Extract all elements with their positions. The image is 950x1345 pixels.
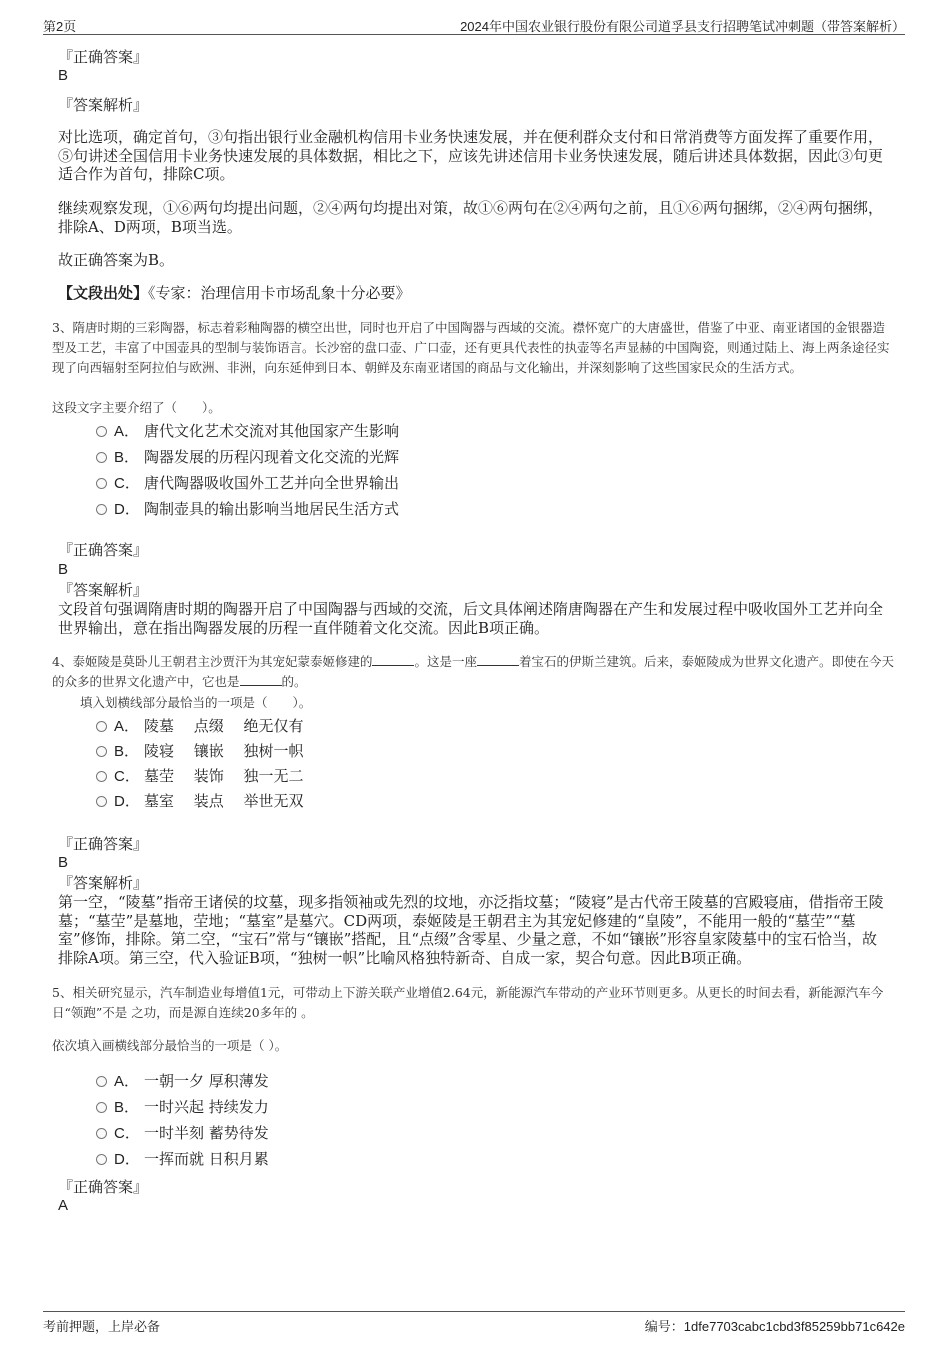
answer-label: 『正确答案』 xyxy=(58,835,149,853)
question-prompt: 这段文字主要介绍了（ ）。 xyxy=(52,400,221,415)
radio-icon[interactable] xyxy=(96,452,107,463)
option-b[interactable]: B． 一时兴起 持续发力 xyxy=(96,1098,269,1117)
analysis-label: 『答案解析』 xyxy=(58,96,149,114)
answer-label: 『正确答案』 xyxy=(58,541,149,559)
analysis-label: 『答案解析』 xyxy=(58,581,149,599)
answer-value: B xyxy=(58,67,69,84)
analysis-label: 『答案解析』 xyxy=(58,874,149,892)
option-a[interactable]: A． 一朝一夕 厚积薄发 xyxy=(96,1072,269,1091)
radio-icon[interactable] xyxy=(96,1076,107,1087)
radio-icon[interactable] xyxy=(96,771,107,782)
analysis-paragraph: 对比选项，确定首句，③句指出银行业金融机构信用卡业务快速发展，并在便利群众支付和日常消费等方面发挥了重要作用，⑤句讲述全国信用卡业务快速发展的具体数据，相比之下，应该先讲述信用卡业务快速发展，随后讲述具体数据，因此③句更适合作为首句，排除C项。 xyxy=(58,128,884,183)
option-d[interactable]: D． 墓室 装点 举世无双 xyxy=(96,792,304,811)
option-a[interactable]: A． 唐代文化艺术交流对其他国家产生影响 xyxy=(96,422,399,441)
analysis-paragraph: 第一空，“陵墓”指帝王诸侯的坟墓，现多指领袖或先烈的坟地，亦泛指坟墓；“陵寝”是古代帝王陵墓的宫殿寝庙，借指帝王陵墓；“墓茔”是墓地，茔地；“墓室”是墓穴。CD两项，泰姬陵是王朝君主为其宠妃修建的“皇陵”，不能用一般的“墓茔”“墓室”修饰，排除。第二空，“宝石”常与“镶嵌”搭配，且“点缀”含零星、少量之意，不如“镶嵌”形容皇家陵墓中的宝石恰当，故排除A项。第三空，代入验证B项，“独树一帜”比喻风格独特新奇、自成一家，契合句意。因此B项正确。 xyxy=(58,893,884,967)
radio-icon[interactable] xyxy=(96,1154,107,1165)
option-b[interactable]: B． 陶器发展的历程闪现着文化交流的光辉 xyxy=(96,448,399,467)
answer-label: 『正确答案』 xyxy=(58,1178,149,1196)
radio-icon[interactable] xyxy=(96,796,107,807)
question-stem: 4、泰姬陵是莫卧儿王朝君主沙贾汗为其宠妃蒙泰姬修建的 。这是一座 着宝石的伊斯兰建筑。后来，泰姬陵成为世界文化遗产。即使在今天的众多的世界文化遗产中，它也是 的。 xyxy=(52,654,894,689)
option-d[interactable]: D． 陶制壶具的输出影响当地居民生活方式 xyxy=(96,500,399,519)
radio-icon[interactable] xyxy=(96,1128,107,1139)
analysis-conclusion: 故正确答案为B。 xyxy=(58,251,175,269)
radio-icon[interactable] xyxy=(96,426,107,437)
option-c[interactable]: C． 一时半刻 蓄势待发 xyxy=(96,1124,269,1143)
analysis-paragraph: 继续观察发现，①⑥两句均提出问题，②④两句均提出对策，故①⑥两句在②④两句之前，且①⑥两句捆绑，②④两句捆绑，排除A、D两项，B项当选。 xyxy=(58,199,884,236)
radio-icon[interactable] xyxy=(96,478,107,489)
answer-value: B xyxy=(58,854,69,871)
question-prompt: 填入划横线部分最恰当的一项是（ ）。 xyxy=(80,695,312,710)
option-d[interactable]: D． 一挥而就 日积月累 xyxy=(96,1150,269,1169)
question-stem: 3、隋唐时期的三彩陶器，标志着彩釉陶器的横空出世，同时也开启了中国陶器与西域的交流。襟怀宽广的大唐盛世，借鉴了中亚、南亚诸国的金银器造型及工艺，丰富了中国壶具的型制与装饰语言。长沙窑的盘口壶、广口壶，还有更具代表性的执壶等名声显赫的中国陶瓷，则通过陆上、海上两条途径实现了向西辐射至阿拉伯与欧洲、非洲，向东延伸到日本、朝鲜及东南亚诸国的商品与文化输出，并深刻影响了这些国家民众的生活方式。 xyxy=(52,320,890,375)
answer-value: A xyxy=(58,1197,69,1214)
page-footer xyxy=(43,1311,905,1338)
page-header xyxy=(43,14,905,35)
answer-label: 『正确答案』 xyxy=(58,48,149,66)
option-b[interactable]: B． 陵寝 镶嵌 独树一帜 xyxy=(96,742,304,761)
option-a[interactable]: A． 陵墓 点缀 绝无仅有 xyxy=(96,717,304,736)
option-c[interactable]: C． 唐代陶器吸收国外工艺并向全世界输出 xyxy=(96,474,399,493)
radio-icon[interactable] xyxy=(96,721,107,732)
question-stem: 5、相关研究显示，汽车制造业每增值1元，可带动上下游关联产业增值2.64元，新能源汽车带动的产业环节则更多。从更长的时间去看，新能源汽车今日“领跑”不是 之功，而是源自连续20多年的 。 xyxy=(52,985,884,1020)
source-text: 《专家：治理信用卡市场乱象十分必要》 xyxy=(148,284,411,302)
document-id: 编号：1dfe7703cabc1cbd3f85259bb71c642e xyxy=(644,1319,905,1334)
source-line xyxy=(58,284,411,303)
source-label: 【文段出处】 xyxy=(58,284,149,302)
option-c[interactable]: C． 墓茔 装饰 独一无二 xyxy=(96,767,304,786)
page-number: 第2页 xyxy=(43,19,77,34)
footer-slogan: 考前押题，上岸必备 xyxy=(43,1320,161,1335)
radio-icon[interactable] xyxy=(96,504,107,515)
analysis-paragraph: 文段首句强调隋唐时期的陶器开启了中国陶器与西域的交流，后文具体阐述隋唐陶器在产生和发展过程中吸收国外工艺并向全世界输出，意在指出陶器发展的历程一直伴随着文化交流。因此B项正确。 xyxy=(58,600,884,637)
document-title: 2024年中国农业银行股份有限公司道孚县支行招聘笔试冲刺题（带答案解析） xyxy=(460,19,905,34)
radio-icon[interactable] xyxy=(96,746,107,757)
question-prompt: 依次填入画横线部分最恰当的一项是（ ）。 xyxy=(52,1038,288,1053)
answer-value: B xyxy=(58,561,69,578)
radio-icon[interactable] xyxy=(96,1102,107,1113)
